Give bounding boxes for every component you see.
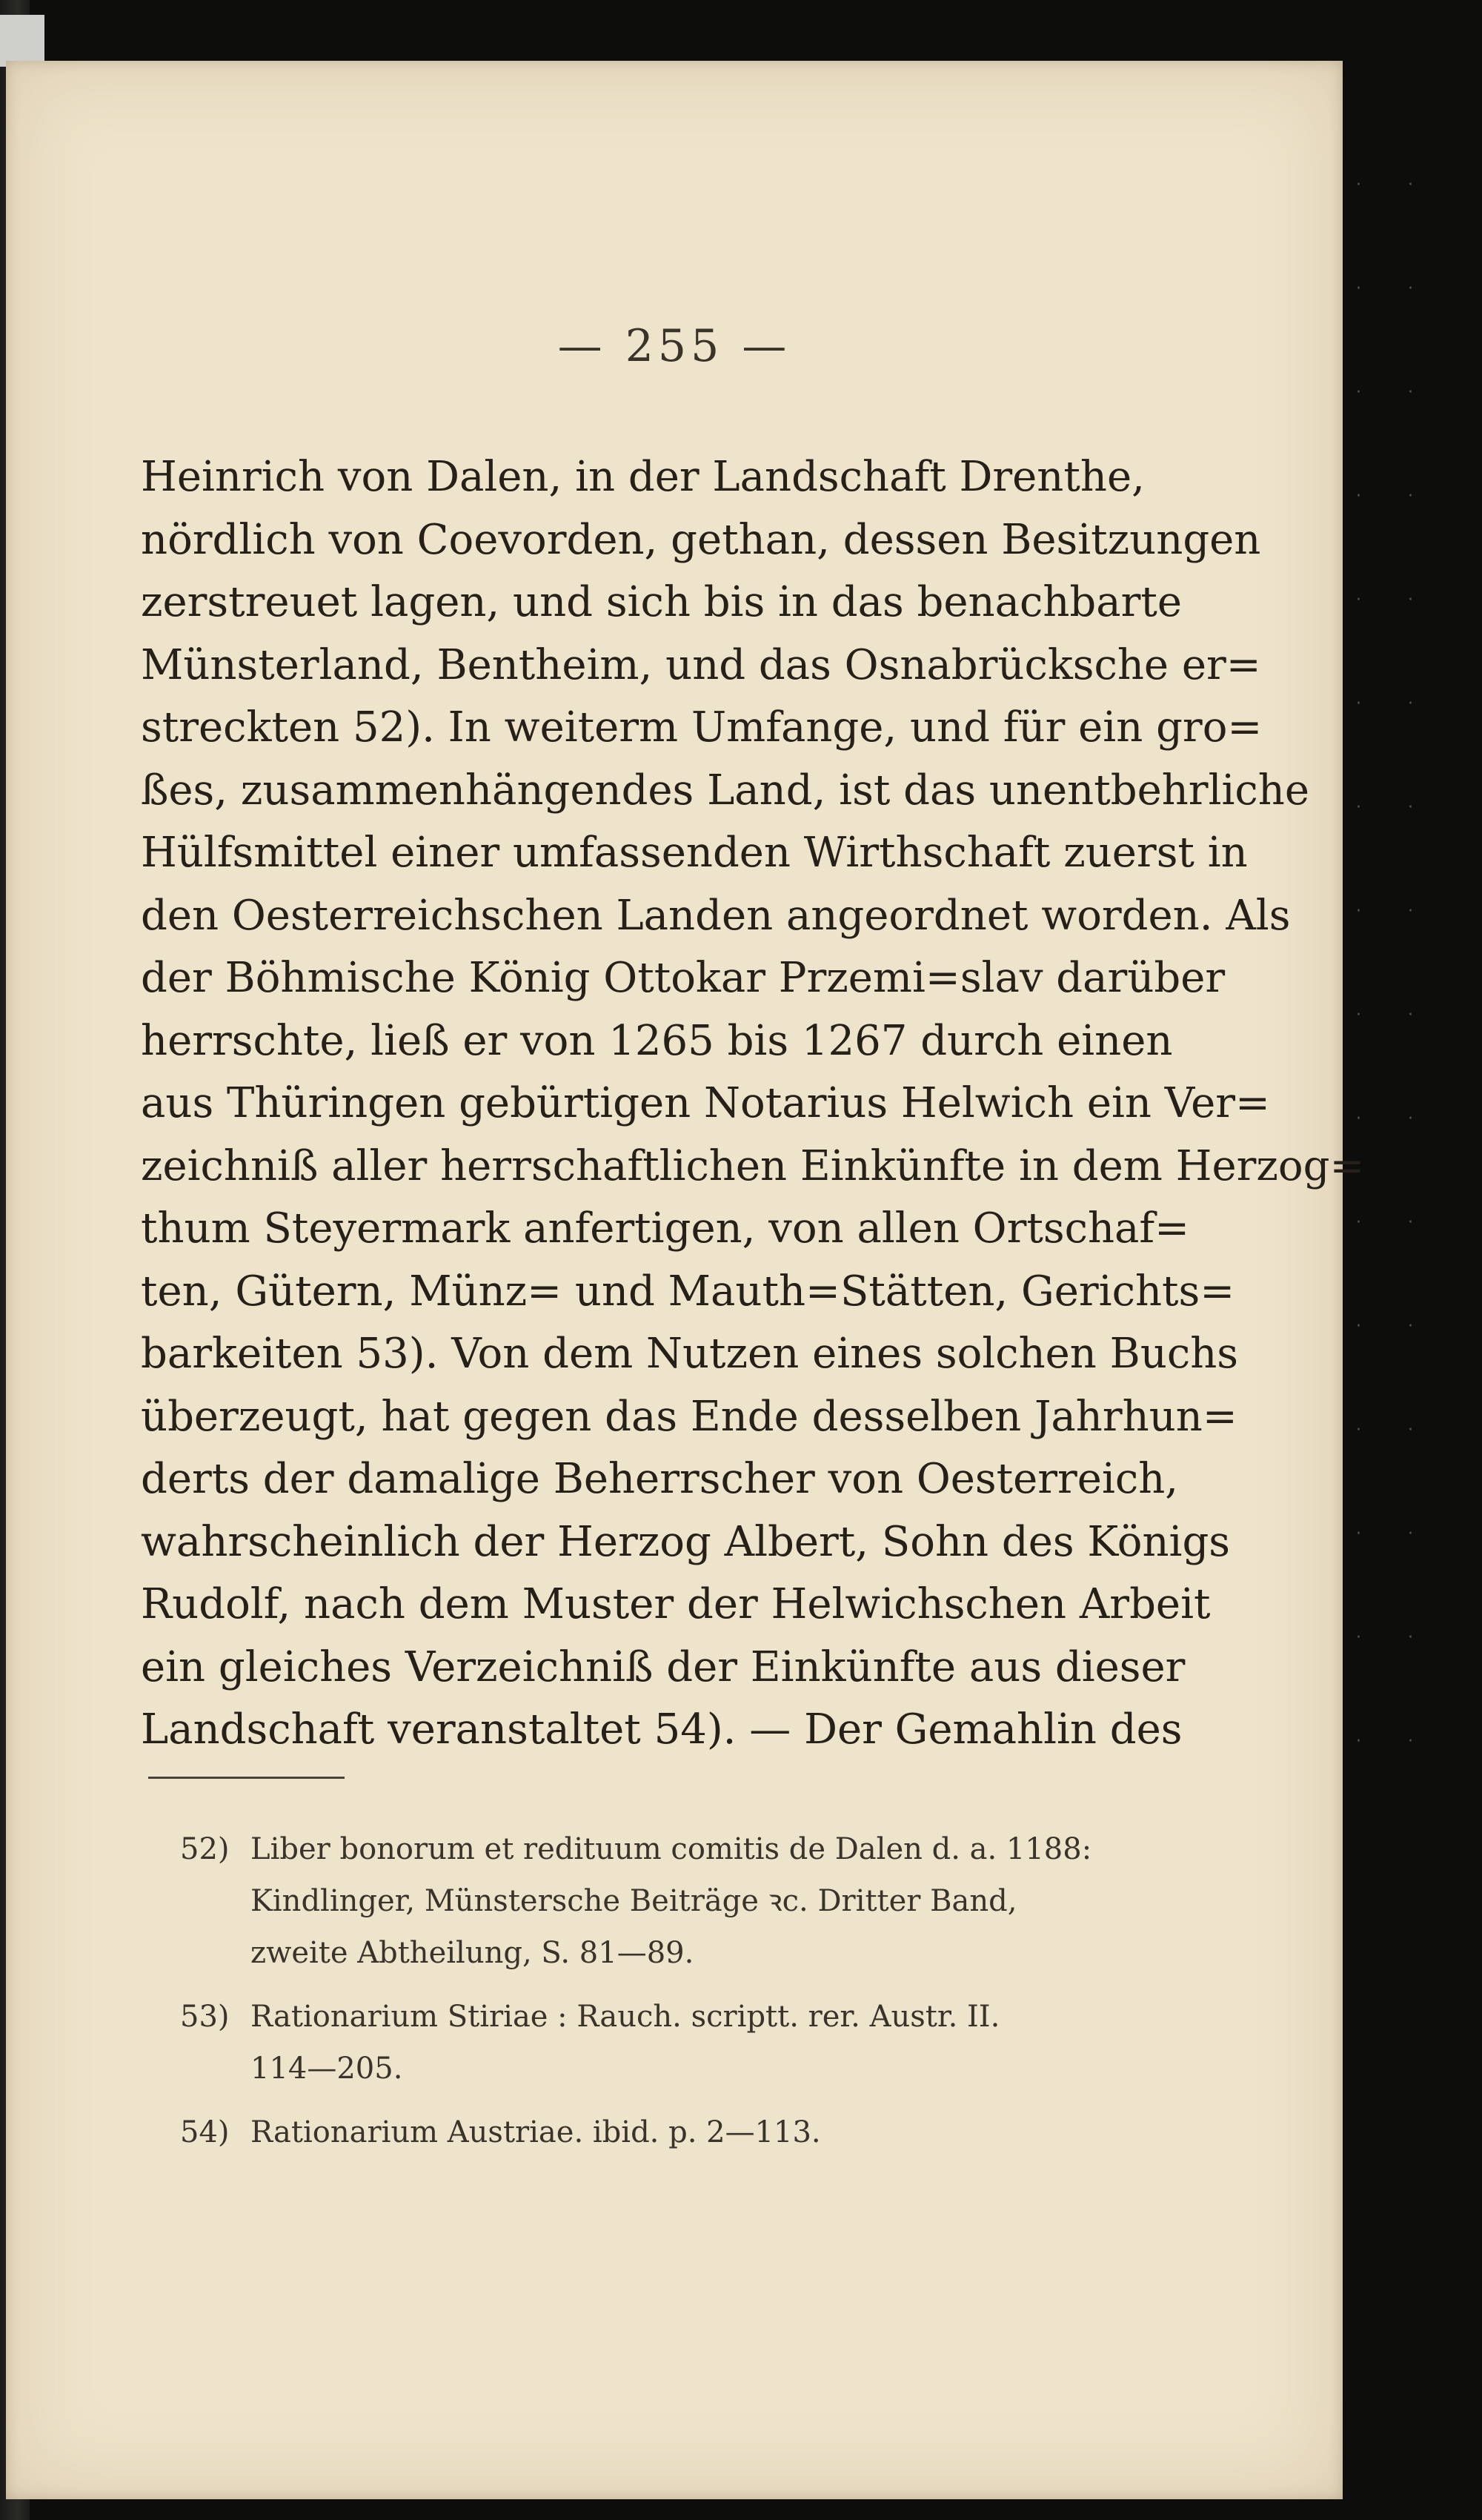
text-line: streckten 52). In weiterm Umfange, und für ein gro= bbox=[141, 703, 1263, 752]
text-line: wahrscheinlich der Herzog Albert, Sohn des Königs bbox=[141, 1517, 1231, 1566]
text-line: aus Thüringen gebürtigen Notarius Helwich ein Ver= bbox=[141, 1079, 1270, 1127]
footnote-text: Rationarium Austriae. ibid. p. 2—113. bbox=[250, 2115, 821, 2149]
text-line: den Oesterreichschen Landen angeordnet worden. Als bbox=[141, 891, 1291, 940]
text-line: herrschte, ließ er von 1265 bis 1267 durch einen bbox=[141, 1016, 1173, 1065]
scan-tab bbox=[0, 15, 44, 67]
page-number-header: — 255 — bbox=[557, 320, 791, 372]
text-line: ßes, zusammenhängendes Land, ist das unentbehrliche bbox=[141, 766, 1309, 815]
footnote-text-continued: zweite Abtheilung, S. 81—89. bbox=[250, 1936, 694, 1970]
footnote bbox=[180, 2106, 1114, 2158]
footnote-rule bbox=[148, 1777, 345, 1779]
footnote-text-continued: Kindlinger, Münstersche Beiträge ꝛc. Dritter Band, bbox=[250, 1884, 1017, 1918]
text-line: zeichniß aller herrschaftlichen Einkünfte in dem Herzog= bbox=[141, 1141, 1365, 1190]
text-line: zerstreuet lagen, und sich bis in das benachbarte bbox=[141, 578, 1183, 626]
text-line: der Böhmische König Ottokar Przemi=slav darüber bbox=[141, 954, 1226, 1002]
footnote-number: 53) bbox=[180, 2000, 230, 2034]
body-text bbox=[141, 446, 1365, 1762]
text-line: überzeugt, hat gegen das Ende desselben Jahrhun= bbox=[141, 1392, 1237, 1441]
footnote-text-continued: 114—205. bbox=[250, 2052, 403, 2086]
footnote-text: Rationarium Stiriae : Rauch. scriptt. rer. Austr. II. bbox=[250, 2000, 1000, 2034]
footnote-text: Liber bonorum et redituum comitis de Dalen d. a. 1188: bbox=[250, 1832, 1092, 1866]
text-line: Rudolf, nach dem Muster der Helwichschen Arbeit bbox=[141, 1580, 1211, 1628]
book-page bbox=[6, 61, 1365, 2499]
text-line: Heinrich von Dalen, in der Landschaft Drenthe, bbox=[141, 453, 1145, 501]
text-line: ein gleiches Verzeichniß der Einkünfte aus dieser bbox=[141, 1642, 1186, 1691]
text-line: thum Steyermark anfertigen, von allen Ortschaf= bbox=[141, 1204, 1190, 1253]
text-line: Landschaft veranstaltet 54). — Der Gemahlin des bbox=[141, 1705, 1183, 1754]
footnote-number: 52) bbox=[180, 1832, 230, 1866]
footnote-number: 54) bbox=[180, 2115, 230, 2149]
text-line: ten, Gütern, Münz= und Mauth=Stätten, Gerichts= bbox=[141, 1267, 1235, 1316]
text-line: barkeiten 53). Von dem Nutzen eines solchen Buchs bbox=[141, 1330, 1239, 1378]
text-line: derts der damalige Beherrscher von Oesterreich, bbox=[141, 1455, 1179, 1503]
footnotes bbox=[180, 1823, 1114, 2170]
text-line: nördlich von Coevorden, gethan, dessen Besitzungen bbox=[141, 515, 1261, 564]
footnote bbox=[180, 1991, 1114, 2095]
text-line: Hülfsmittel einer umfassenden Wirthschaft zuerst in bbox=[141, 829, 1248, 877]
scan-margin-artifacts: · · · · · · · · · · · · · · · · · · · · · · · · · · · · · · · · bbox=[1356, 176, 1434, 1751]
footnote bbox=[180, 1823, 1114, 1979]
text-line: Münsterland, Bentheim, und das Osnabrücksche er= bbox=[141, 640, 1261, 689]
